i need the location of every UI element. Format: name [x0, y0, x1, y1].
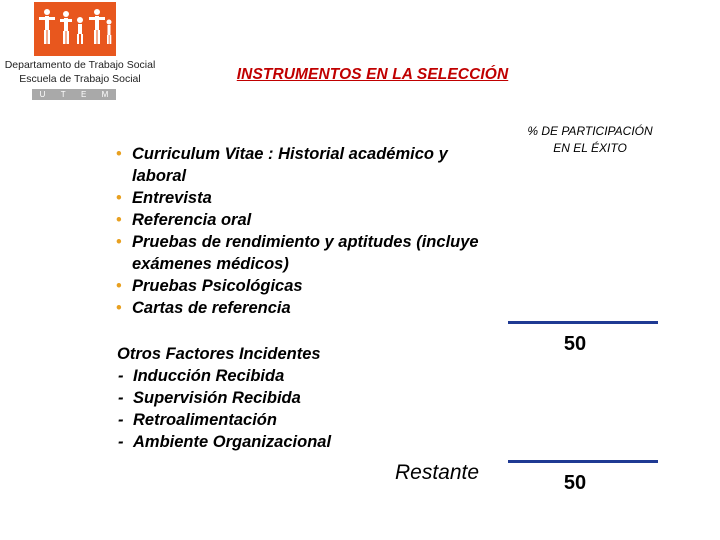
participation-header-line2: EN EL ÉXITO [553, 141, 627, 155]
participation-header [500, 123, 680, 157]
participation-header-line1: % DE PARTICIPACIÓN [527, 124, 653, 138]
other-factors-title: Otros Factores Incidentes [117, 345, 321, 363]
list-item: - Supervisión Recibida [117, 387, 497, 409]
list-item: • Pruebas Psicológicas [114, 275, 494, 297]
logo-department-name: Departamento de Trabajo Social [4, 59, 156, 71]
list-item: • Pruebas de rendimiento y aptitudes (incluye exámenes médicos) [114, 231, 494, 275]
logo-utem-bar [32, 89, 116, 100]
list-item: - Inducción Recibida [117, 365, 497, 387]
list-item: • Referencia oral [114, 209, 494, 231]
instruments-list [114, 143, 494, 319]
divider-line [508, 460, 658, 463]
logo-letter: M [101, 90, 109, 99]
logo-figures-icon [34, 2, 116, 56]
other-factors [117, 343, 497, 453]
divider-line [508, 321, 658, 324]
list-item: - Ambiente Organizacional [117, 431, 497, 453]
remaining-percentage: 50 [563, 472, 587, 494]
list-item: • Curriculum Vitae : Historial académico y laboral [114, 143, 494, 187]
logo-letter: U [39, 90, 46, 99]
other-factors-list [117, 365, 497, 453]
list-item: - Retroalimentación [117, 409, 497, 431]
list-item: • Cartas de referencia [114, 297, 494, 319]
department-logo [0, 0, 160, 100]
slide-title: INSTRUMENTOS EN LA SELECCIÓN [236, 66, 509, 83]
remaining-label: Restante [395, 461, 480, 484]
list-item: • Entrevista [114, 187, 494, 209]
logo-letter: T [60, 90, 66, 99]
instruments-percentage: 50 [563, 333, 587, 355]
logo-letter: E [80, 90, 87, 99]
logo-school-name: Escuela de Trabajo Social [19, 73, 141, 85]
